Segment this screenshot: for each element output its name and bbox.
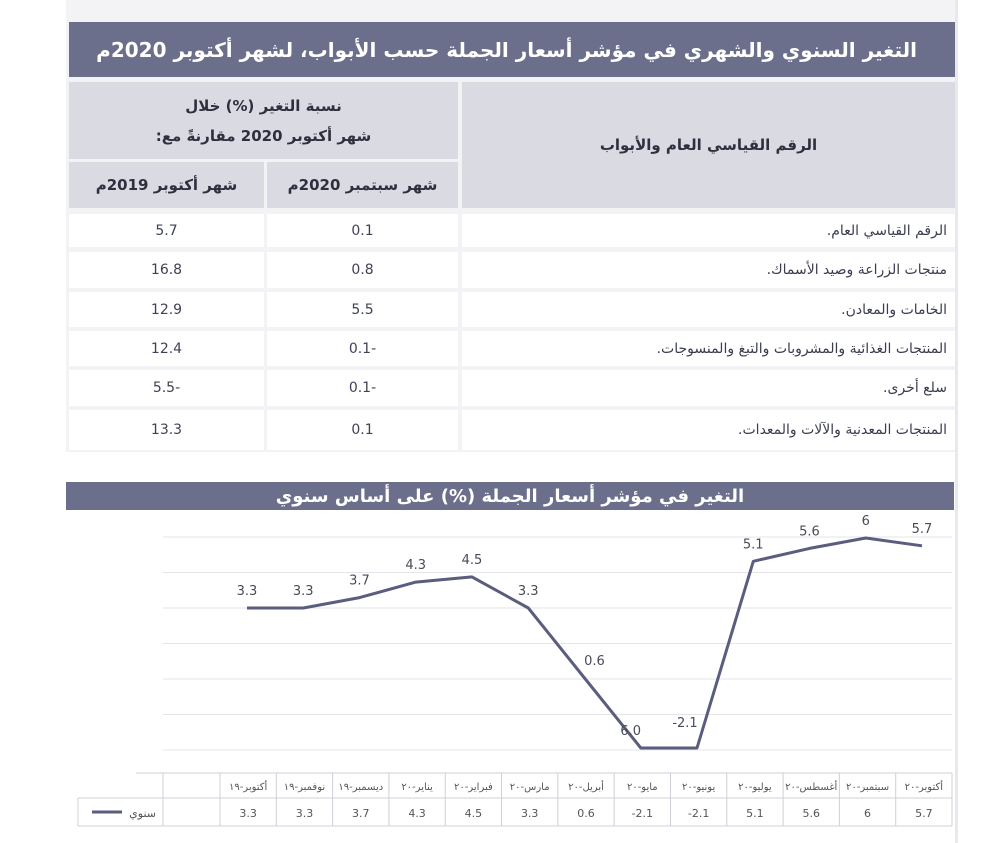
table-value: 3.3	[520, 807, 539, 820]
legend-label: سنوي	[129, 807, 156, 820]
x-tick-label: أكتوبر-١٩	[228, 782, 268, 793]
table-value: 5.6	[802, 807, 820, 820]
header-category-text: الرقم القياسي العام والأبواب	[599, 136, 818, 154]
row-oct-value: 13.3	[69, 410, 264, 450]
header-oct-text: شهر أكتوبر 2019م	[95, 176, 238, 194]
x-tick-label: يونيو-٢٠	[681, 782, 716, 793]
row-oct-value: 5.5-	[69, 370, 264, 406]
data-label: 5.6	[799, 524, 820, 540]
data-label: 3.3	[236, 584, 258, 599]
chart-title: التغير في مؤشر أسعار الجملة (%) على أساس سنوي	[66, 482, 954, 510]
row-oct-value: 16.8	[69, 252, 264, 288]
table-value: 3.3	[239, 807, 257, 820]
header-group-line1: نسبة التغير (%) خلال	[185, 96, 342, 115]
row-oct-value: 5.7	[69, 214, 264, 247]
header-sep-text: شهر سبتمبر 2020م	[287, 176, 438, 194]
x-tick-label: نوفمبر-١٩	[283, 782, 326, 793]
table-value: 4.5	[464, 807, 483, 820]
table-value: 0.6	[577, 807, 595, 820]
x-tick-label: مارس-٢٠	[509, 782, 550, 793]
data-label: 4.5	[461, 552, 483, 568]
data-label: -2.1	[672, 716, 698, 731]
page-edge	[955, 0, 958, 843]
x-tick-label: ديسمبر-١٩	[338, 782, 384, 793]
table-value: -2.1	[687, 807, 710, 820]
x-tick-label: أبريل-٢٠	[568, 782, 604, 793]
row-label: المنتجات المعدنية والآلات والمعدات.	[462, 410, 955, 450]
row-label: منتجات الزراعة وصيد الأسماك.	[462, 252, 955, 288]
data-label: 3.7	[349, 573, 370, 589]
row-sep-value: 0.1	[267, 410, 458, 450]
row-oct-value: 12.4	[69, 331, 264, 366]
row-label: الخامات والمعادن.	[462, 292, 955, 327]
x-tick-label: أكتوبر-٢٠	[904, 782, 944, 793]
x-tick-label: يوليو-٢٠	[738, 782, 772, 793]
table-value: 4.3	[408, 807, 426, 820]
row-oct-value: 12.9	[69, 292, 264, 327]
data-label: 5.7	[911, 521, 933, 537]
x-tick-label: فبراير-٢٠	[454, 782, 493, 793]
data-label: 4.3	[405, 558, 427, 574]
data-label: 0.6	[584, 654, 605, 669]
data-label: 6	[861, 514, 870, 529]
data-label: 3.3	[517, 584, 539, 599]
table-value: 5.1	[746, 807, 764, 820]
header-group-line2: شهر أكتوبر 2020 مقارنةً مع:	[155, 126, 372, 145]
table-value: 3.7	[352, 807, 370, 820]
row-sep-value: 0.1-	[267, 370, 458, 406]
row-label: سلع أخرى.	[462, 370, 955, 406]
data-label: 5.1	[742, 537, 764, 553]
table-value: -2.1	[631, 807, 654, 820]
row-label: المنتجات الغذائية والمشروبات والتبغ والمنسوجات.	[462, 331, 955, 366]
data-label: 6.0	[620, 724, 642, 739]
x-tick-label: سبتمبر-٢٠	[845, 782, 890, 793]
row-sep-value: 0.1-	[267, 331, 458, 366]
table-title: التغير السنوي والشهري في مؤشر أسعار الجملة حسب الأبواب، لشهر أكتوبر 2020م	[69, 22, 955, 77]
row-sep-value: 5.5	[267, 292, 458, 327]
x-tick-label: أغسطس-٢٠	[785, 782, 838, 793]
table-value: 5.7	[915, 807, 933, 820]
x-tick-label: يناير-٢٠	[401, 782, 433, 793]
row-sep-value: 0.1	[267, 214, 458, 247]
row-sep-value: 0.8	[267, 252, 458, 288]
x-tick-label: مايو-٢٠	[626, 782, 658, 793]
table-value: 3.3	[295, 807, 314, 820]
table-value: 6	[864, 807, 872, 820]
row-label: الرقم القياسي العام.	[462, 214, 955, 247]
data-label: 3.3	[292, 584, 314, 599]
